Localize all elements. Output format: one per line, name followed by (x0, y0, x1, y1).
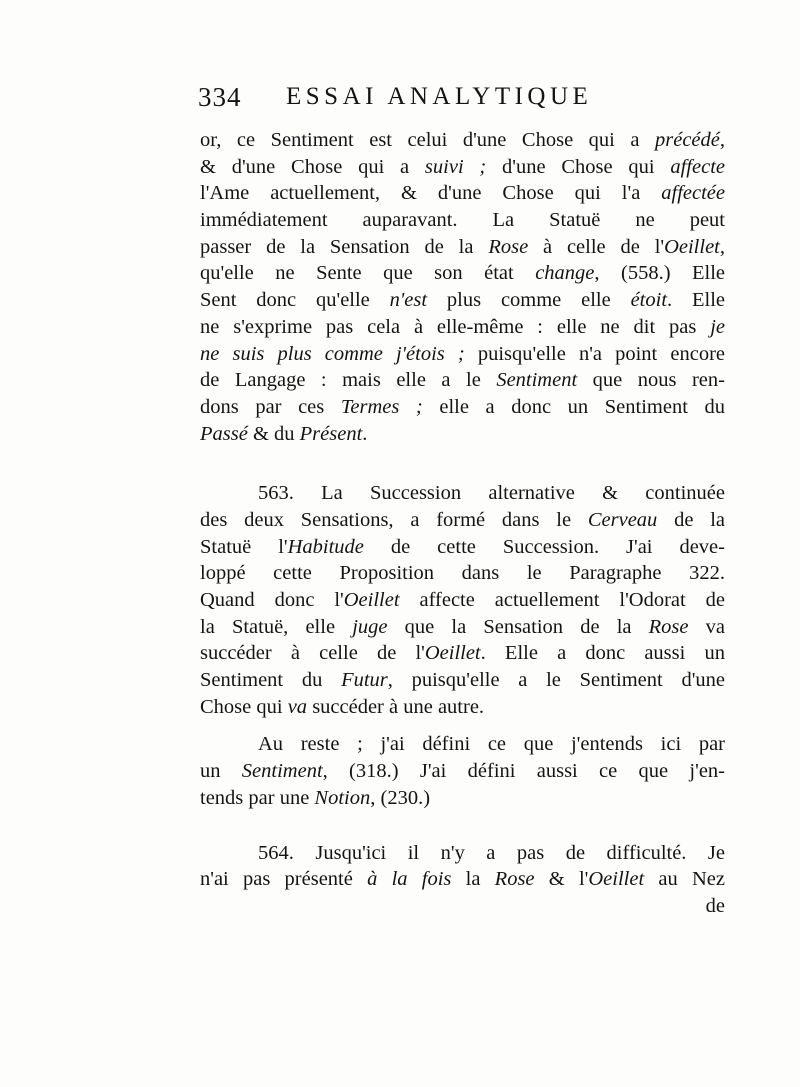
text-line (200, 534, 725, 561)
text-line (200, 394, 725, 421)
text-run: des deux Sensations, a formé dans le (200, 508, 588, 531)
text-run: va (688, 615, 725, 638)
italic-text: Oeillet (343, 589, 400, 611)
text-run: Quand donc l' (200, 589, 344, 611)
text-run: que la Sensation de la (387, 615, 649, 638)
text-run: & du (247, 422, 300, 445)
text-run: ne s'exprime pas cela à elle-même : elle ne dit pas (200, 315, 711, 338)
italic-text: n'est (389, 289, 428, 312)
text-run: n'ai pas présenté (200, 868, 368, 891)
text-run: de la (657, 508, 725, 531)
text-run: au Nez (644, 868, 725, 891)
text-line (200, 840, 725, 867)
text-run: . (362, 422, 368, 445)
text-line (200, 314, 725, 341)
text-run: . Elle (667, 289, 726, 312)
text-line (200, 287, 725, 314)
italic-text: Rose (648, 615, 689, 638)
italic-text: je (710, 315, 725, 338)
italic-text: Habitude (287, 535, 364, 558)
italic-text: Sentiment (241, 760, 323, 783)
text-line (200, 866, 725, 893)
running-title: ESSAI ANALYTIQUE (286, 83, 593, 110)
text-run: Chose qui (200, 695, 288, 718)
text-run: la Statuë, elle (200, 615, 353, 638)
italic-text: Oeillet (588, 868, 645, 891)
text-run: & d'une Chose qui a (200, 155, 425, 178)
text-run: , (558.) Elle (594, 262, 726, 285)
text-run: , puisqu'elle a le Sentiment d'une (387, 669, 725, 692)
text-run: , (719, 129, 725, 151)
text-line (200, 560, 725, 587)
italic-text: à la fois (367, 868, 452, 891)
page-header (198, 82, 648, 122)
italic-text: Présent (299, 422, 363, 445)
text-run: . Elle a donc aussi un (480, 642, 725, 665)
italic-text: précédé (655, 129, 720, 151)
italic-text: Oeillet (424, 642, 481, 665)
italic-text: Passé (200, 422, 248, 445)
text-run: dons par ces (200, 395, 341, 418)
text-line (200, 234, 725, 261)
italic-text: Rose (488, 235, 529, 258)
italic-text: change (535, 262, 595, 285)
italic-text: Sentiment (496, 369, 578, 392)
text-run: de Langage : mais elle a le (200, 369, 497, 392)
text-run: de cette Succession. J'ai deve- (363, 535, 725, 558)
text-line (200, 367, 725, 394)
italic-text: Oeillet (664, 235, 720, 258)
body-text (200, 127, 725, 920)
text-run: d'une Chose qui (486, 155, 671, 178)
text-line (200, 154, 725, 181)
catchword: de (705, 894, 725, 917)
text-line (200, 731, 725, 758)
text-line (200, 507, 725, 534)
text-run: que nous ren- (577, 369, 725, 392)
page-number: 334 (198, 82, 242, 112)
text-run: un (200, 760, 242, 783)
text-line (200, 127, 725, 154)
text-line (200, 341, 725, 368)
italic-text: affectée (661, 182, 725, 205)
italic-text: suivi ; (424, 155, 487, 178)
text-run: passer de la Sensation de la (200, 235, 489, 258)
text-line (200, 207, 725, 234)
text-line (200, 694, 725, 721)
italic-text: Notion (314, 786, 371, 809)
text-run: elle a donc un Sentiment du (422, 395, 725, 418)
text-run: & l' (534, 868, 589, 891)
italic-text: Futur (341, 669, 388, 692)
text-run: , (318.) J'ai défini aussi ce que j'en- (322, 760, 725, 783)
italic-text: Termes ; (340, 395, 423, 418)
text-run: qu'elle ne Sente que son état (200, 262, 536, 285)
text-line (200, 667, 725, 694)
text-run: succéder à une autre. (307, 695, 485, 718)
text-run: , (719, 235, 725, 258)
paragraph-au-reste (200, 731, 725, 811)
text-run: Sentiment du (200, 669, 342, 692)
text-run: 563. La Succession alternative & continuée (258, 482, 725, 505)
text-run: succéder à celle de l' (200, 642, 425, 665)
text-run: 564. Jusqu'ici il n'y a pas de difficulté. Je (258, 841, 725, 864)
italic-text: va (287, 695, 308, 718)
italic-text: Rose (494, 868, 535, 891)
text-line (200, 587, 725, 614)
text-line (200, 421, 725, 448)
text-run: affecte actuellement l'Odorat de (399, 589, 725, 611)
text-run: Statuë l' (200, 535, 288, 558)
text-run: Sent donc qu'elle (200, 289, 390, 312)
text-run: or, ce Sentiment est celui d'une Chose qui a (200, 129, 655, 151)
italic-text: ne suis plus comme j'étois ; (200, 342, 465, 365)
paragraph-sentiment-passe-present (200, 127, 725, 447)
text-run: à celle de l' (528, 235, 665, 258)
text-run: l'Ame actuellement, & d'une Chose qui l'a (200, 182, 662, 205)
italic-text: Cerveau (587, 508, 658, 531)
text-run: immédiatement auparavant. La Statuë ne peut (200, 209, 725, 232)
text-run: , (230.) (370, 786, 431, 809)
text-line (200, 480, 725, 507)
text-line (200, 758, 725, 785)
text-run: Au reste ; j'ai défini ce que j'entends ici par (258, 733, 725, 756)
paragraph-563 (200, 480, 725, 720)
text-run: loppé cette Proposition dans le Paragraphe 322. (200, 562, 725, 585)
paragraph-564 (200, 840, 725, 893)
text-line (200, 614, 725, 641)
text-run: tends par une (200, 786, 315, 809)
text-run: puisqu'elle n'a point encore (464, 342, 725, 365)
italic-text: juge (352, 615, 388, 638)
text-line (200, 785, 725, 812)
text-run: plus comme elle (427, 289, 631, 312)
italic-text: étoit (630, 289, 668, 312)
italic-text: affecte (670, 155, 725, 178)
text-line (200, 640, 725, 667)
text-line (200, 260, 725, 287)
text-line (200, 180, 725, 207)
text-run: la (451, 868, 495, 891)
